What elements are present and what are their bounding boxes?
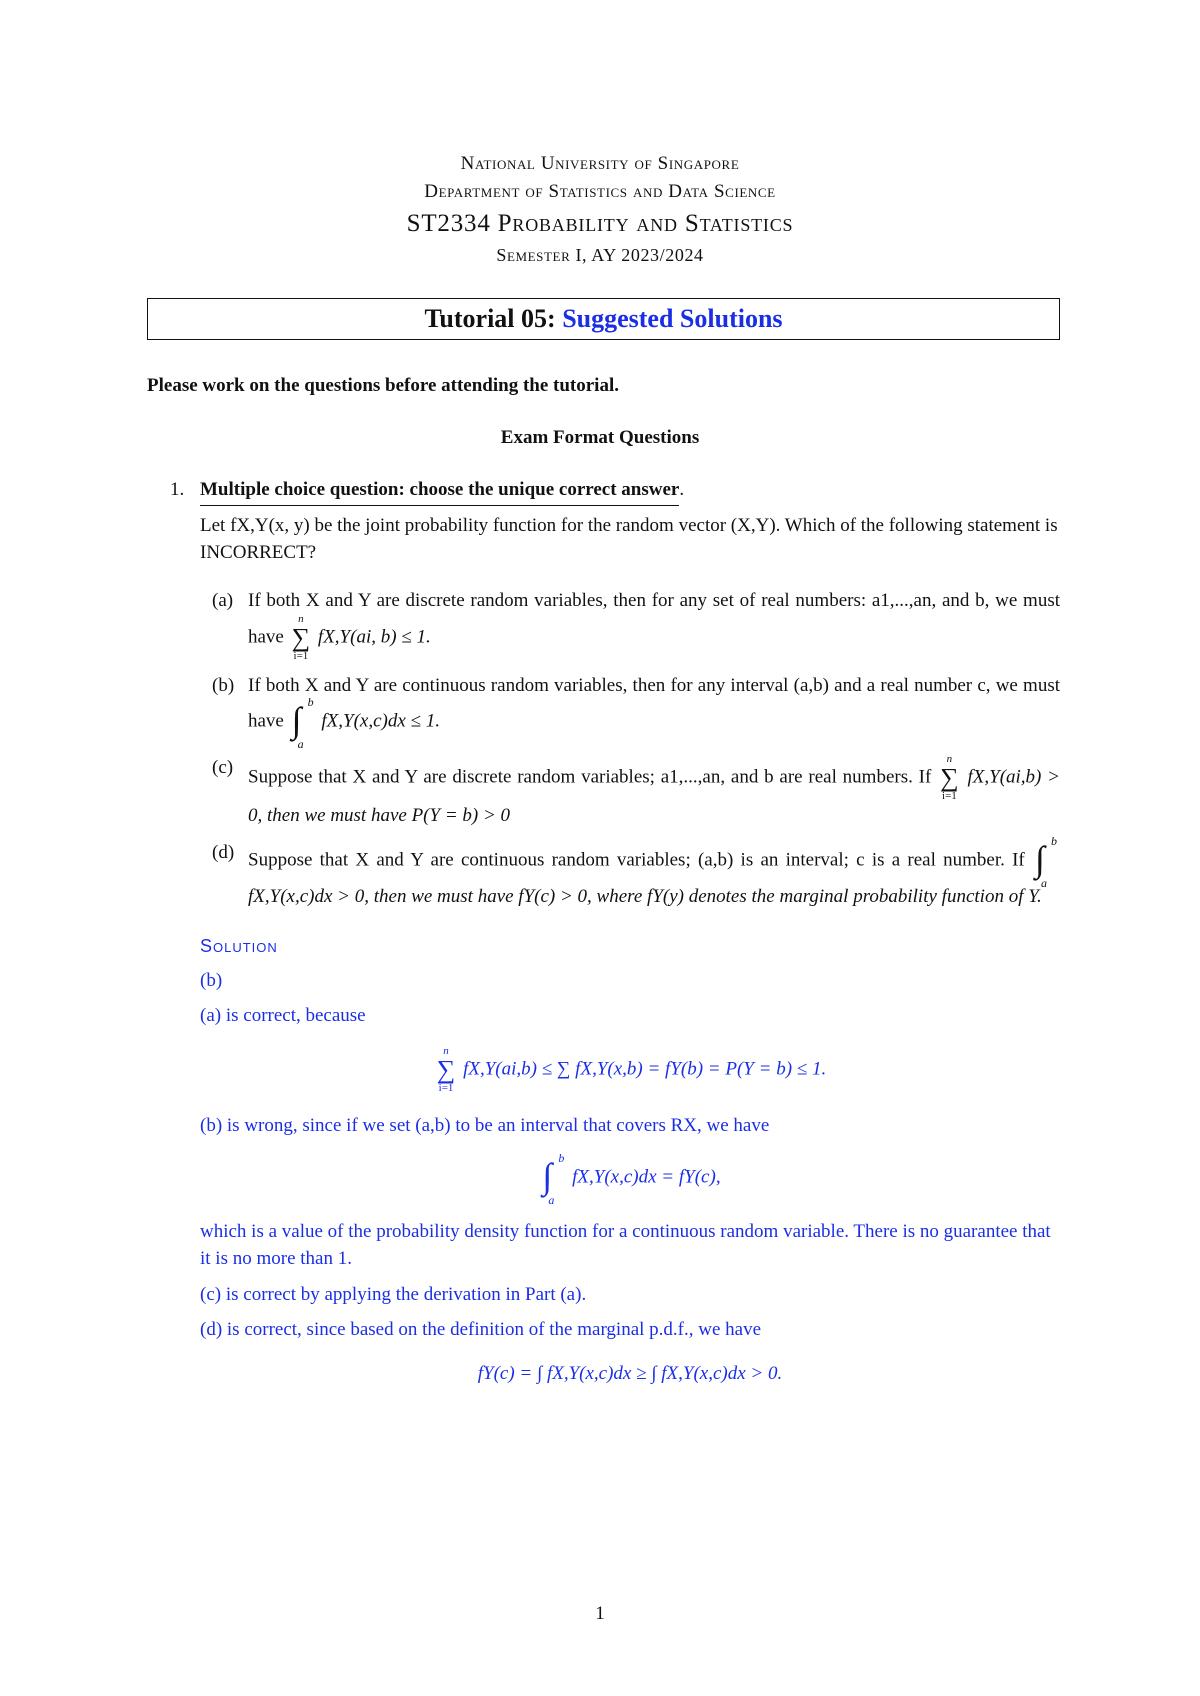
option-math: fX,Y(x,c)dx > 0, then we must have fY(c) > 0, where fY(y) denotes the marginal probability function of Y. <box>248 886 1042 908</box>
options-list <box>200 587 1060 911</box>
tutorial-title-prefix: Tutorial 05: <box>424 304 556 333</box>
solution-block <box>200 933 1060 1387</box>
option-text: If both X and Y are continuous random variables, then for any interval (a,b) and a real number c, we must have <box>248 675 1060 732</box>
option-b <box>200 672 1060 751</box>
option-label: (c) <box>212 756 234 778</box>
instruction-text: Please work on the questions before attending the tutorial. <box>147 375 619 396</box>
question-1: 1. Multiple choice question: choose the unique correct answer. Let fX,Y(x, y) be the joint probability function for the random vector (X,Y). Which of the following statement is INCORRECT? (a) If both X and Y are discrete random variables, then for any set of real numbers: a1,...,an, and b, we must have n ∑ i=1 fX,Y(ai, b) ≤ 1. (b) If both X and Y are continuous random variables, then for any interval (a,b) and a real number c, we must have ∫ b a fX,Y(x,c)dx ≤ 1. (c) Suppose that X and Y are discrete random variables; a1,...,an, and b are real numbers. If n ∑ i=1 fX,Y(ai,b) > 0, then we must have P(Y = b) > 0 (d) Suppose that X and Y are continuous random variables; (a,b) is an interval; c is a real number. If ∫ b a fX,Y(x,c)dx > 0, then we must have fY(c) > 0, where fY(y) denotes the marginal probability function of Y. Solution (b) (a) is correct, because n ∑ i=1 fX,Y(ai,b) ≤ ∑ fX,Y(x,b) = fY(b) = P(Y = b) ≤ 1. (b) is wrong, since if we set (a,b) to be an interval that covers RX, we have ∫ b a fX,Y(x,c)dx = fY(c), which is a value of the probability density function for a continuous random variable. There is no guarantee that it is no more than 1. (c) is correct by applying the derivation in Part (a). (d) is correct, since based on the definition of the marginal p.d.f., we have fY(c) = ∫ fX,Y(x,c)dx ≥ ∫ fX,Y(x,c)dx > 0. <box>170 476 1060 1405</box>
option-label: (a) <box>212 589 234 611</box>
option-d <box>200 834 1060 911</box>
question-heading: Multiple choice question: choose the unique correct answer <box>200 476 679 506</box>
integral-symbol: ∫ b a <box>1035 834 1058 891</box>
option-math: fX,Y(x,c)dx ≤ 1. <box>321 710 440 732</box>
question-intro: Let fX,Y(x, y) be the joint probability function for the random vector (X,Y). Which of the following statement is INCORRECT? <box>200 514 1058 564</box>
tutorial-title-box <box>147 298 1060 340</box>
equation-text: fX,Y(x,c)dx = fY(c), <box>572 1165 721 1187</box>
summation-symbol: n ∑ i=1 <box>940 752 959 802</box>
option-label: (d) <box>212 842 235 864</box>
solution-a-equation: n ∑ i=1 fX,Y(ai,b) ≤ ∑ fX,Y(x,b) = fY(b) = P(Y = b) ≤ 1. <box>436 1045 827 1095</box>
solution-b-equation: ∫ b a fX,Y(x,c)dx = fY(c), <box>542 1150 721 1207</box>
solution-heading: Solution <box>200 935 278 956</box>
solution-answer: (b) <box>200 969 223 991</box>
solution-a-intro: (a) is correct, because <box>200 1005 366 1027</box>
tutorial-title-accent: Suggested Solutions <box>562 304 783 333</box>
solution-b-after: which is a value of the probability density function for a continuous random variable. There is no guarantee that it is no more than 1. <box>200 1220 1051 1270</box>
question-number: 1. <box>170 479 185 500</box>
document-header <box>0 150 1200 268</box>
page-number: 1 <box>595 1603 605 1625</box>
option-a <box>200 587 1060 663</box>
solution-d-intro: (d) is correct, since based on the definition of the marginal p.d.f., we have <box>200 1319 762 1341</box>
integral-symbol: ∫ b a <box>291 694 314 751</box>
course-title: ST2334 Probability and Statistics <box>406 210 794 237</box>
department-name: Department of Statistics and Data Science <box>424 181 776 202</box>
solution-d-equation <box>200 1360 1060 1388</box>
option-math: fX,Y(ai,b) > 0, then we must have P(Y = b) > 0 <box>248 766 1061 826</box>
equation-text: fY(c) = ∫ fX,Y(x,c)dx ≥ ∫ fX,Y(x,c)dx > 0. <box>477 1362 783 1384</box>
option-text: Suppose that X and Y are continuous random variables; (a,b) is an interval; c is a real number. If <box>248 849 1025 871</box>
summation-symbol: n ∑ i=1 <box>291 613 311 663</box>
option-text: Suppose that X and Y are discrete random variables; a1,...,an, and b are real numbers. If <box>248 766 932 788</box>
option-text: If both X and Y are discrete random variables, then for any set of real numbers: a1,...,an, and b, we must have <box>248 589 1060 648</box>
solution-b-intro: (b) is wrong, since if we set (a,b) to be an interval that covers RX, we have <box>200 1115 770 1137</box>
university-name: National University of Singapore <box>460 153 740 174</box>
option-label: (b) <box>212 675 235 697</box>
option-math: fX,Y(ai, b) ≤ 1. <box>317 626 431 648</box>
semester-line: Semester I, AY 2023/2024 <box>496 245 704 265</box>
section-heading: Exam Format Questions <box>500 427 700 448</box>
equation-text: fX,Y(ai,b) ≤ ∑ fX,Y(x,b) = fY(b) = P(Y = b) ≤ 1. <box>463 1058 827 1080</box>
solution-c-text: (c) is correct by applying the derivation in Part (a). <box>200 1283 587 1305</box>
option-c <box>200 754 1060 830</box>
